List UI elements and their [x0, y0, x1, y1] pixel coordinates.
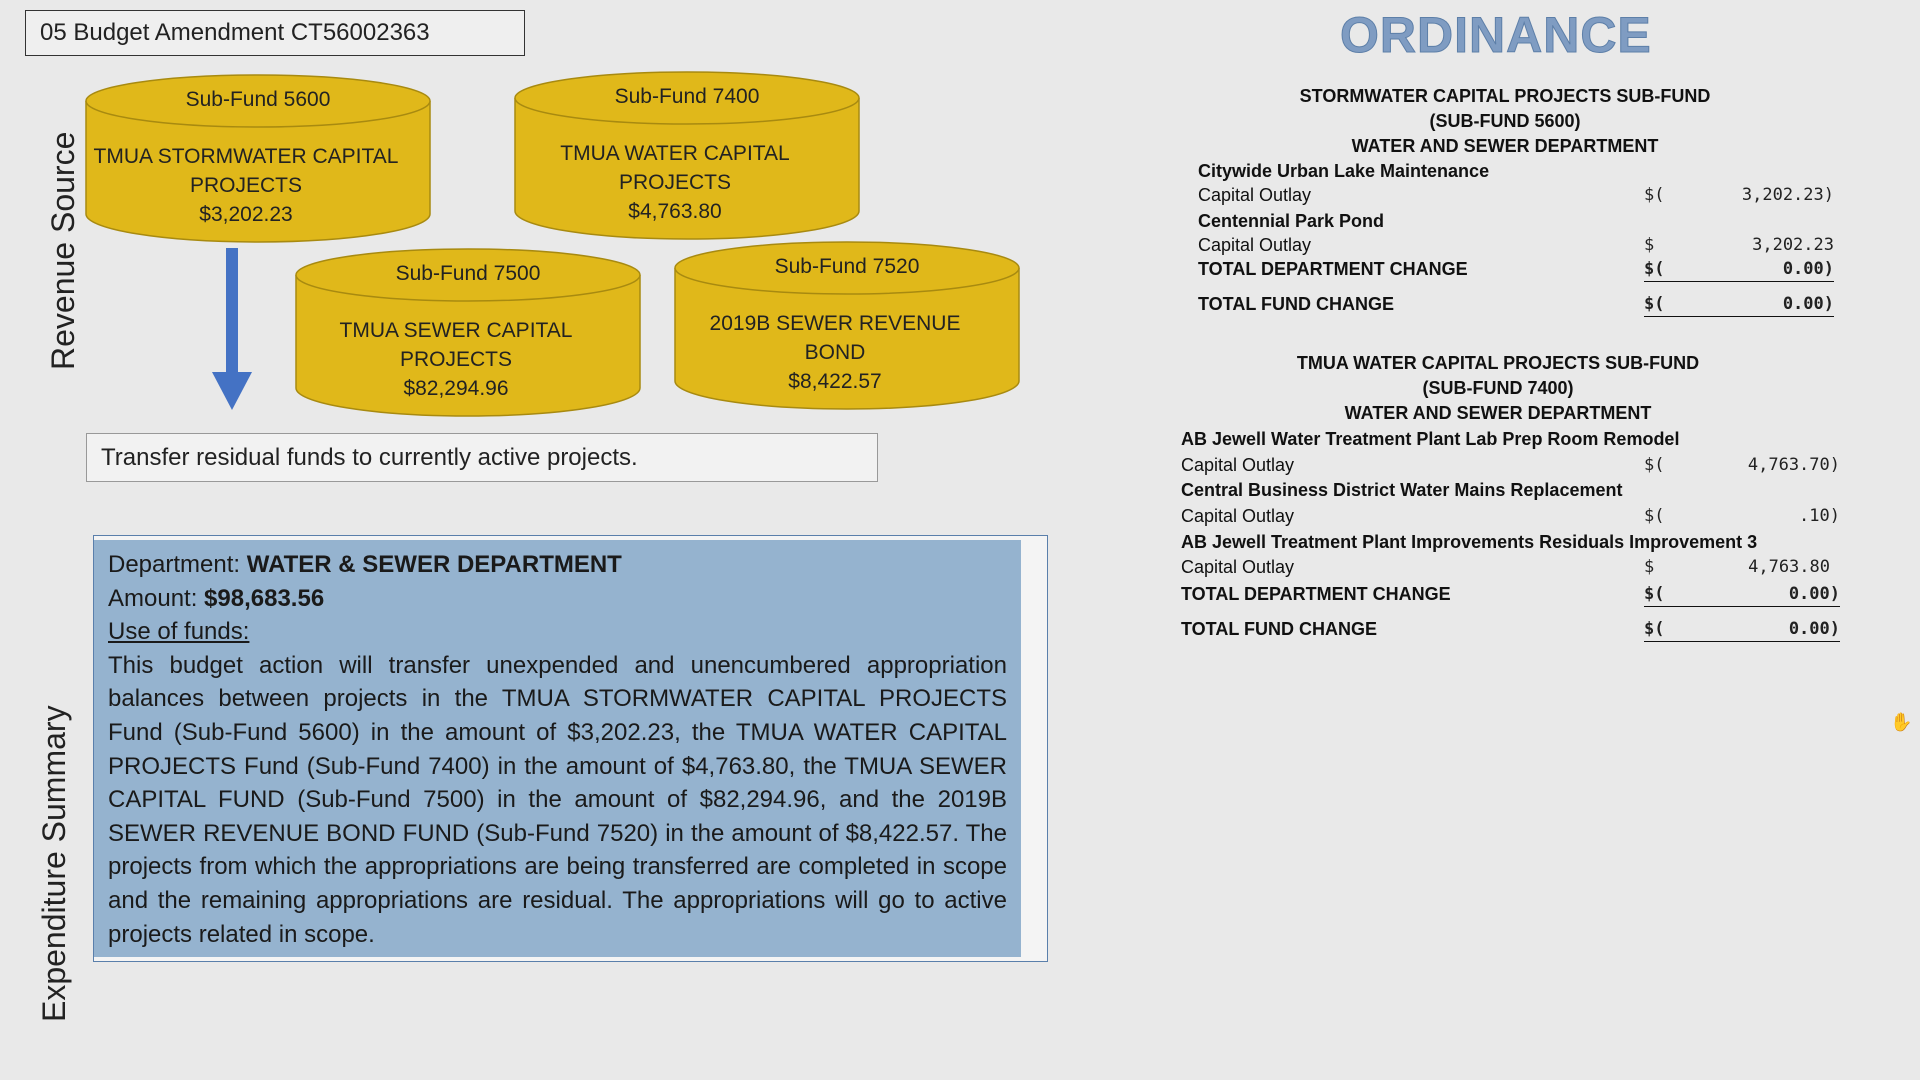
down-arrow-icon — [210, 248, 254, 412]
section1-fund-total — [1644, 294, 1834, 317]
expenditure-summary-panel — [93, 535, 1048, 962]
section2-heading: TMUA WATER CAPITAL PROJECTS SUB-FUND — [1296, 353, 1700, 373]
subfund-name-2: PROJECTS — [399, 348, 512, 371]
currency: $( — [1644, 455, 1665, 475]
department-line — [108, 548, 1007, 582]
section2-capital-outlay-2: Capital Outlay — [1181, 506, 1295, 526]
currency: $( — [1644, 185, 1665, 205]
subfund-name-2: PROJECTS — [618, 171, 731, 194]
subfund-number: Sub-Fund 7500 — [395, 262, 541, 285]
section1-dept-total-label: TOTAL DEPARTMENT CHANGE — [1198, 259, 1468, 279]
subfund-name-2: BOND — [804, 341, 866, 364]
transfer-note: Transfer residual funds to currently active projects. — [86, 433, 878, 482]
currency: $( — [1644, 259, 1665, 279]
subfund-amount: $82,294.96 — [403, 377, 509, 400]
subfund-cylinder-7520 — [674, 241, 1020, 411]
currency: $ — [1644, 557, 1655, 577]
section2-capital-outlay-3: Capital Outlay — [1181, 557, 1295, 577]
use-of-funds-text: This budget action will transfer unexpended and unencumbered appropriation balances between projects in the TMUA STORMWATER CAPITAL PROJECTS Fund (Sub-Fund 5600) in the amount of $3,202.23, the TMUA WATER CAPITAL PROJECTS Fund (Sub-Fund 7400) in the amount of $4,763.80, the TMUA SEWER CAPITAL FUND (Sub-Fund 7500) in the amount of $82,294.96, and the 2019B SEWER REVENUE BOND FUND (Sub-Fund 7520) in the amount of $8,422.57. The projects from which the appropriations are being transferred are completed in scope and the remaining appropriations are residual. The appropriations will go to active projects related in scope. — [108, 651, 1007, 948]
section2-department: WATER AND SEWER DEPARTMENT — [1344, 403, 1652, 423]
section1-department: WATER AND SEWER DEPARTMENT — [1351, 136, 1659, 156]
section2-fund-total — [1644, 619, 1840, 642]
currency: $( — [1644, 619, 1665, 639]
subfund-number: Sub-Fund 7400 — [614, 85, 760, 108]
section1-capital-outlay-2: Capital Outlay — [1198, 235, 1312, 255]
subfund-name: 2019B SEWER REVENUE — [709, 312, 961, 335]
currency: $( — [1644, 584, 1665, 604]
amount-line — [108, 582, 1007, 616]
expenditure-summary-label: Expenditure Summary — [36, 705, 72, 1022]
section1-project-1: Citywide Urban Lake Maintenance — [1198, 161, 1490, 181]
value: 0.00) — [1782, 294, 1834, 314]
department-label: Department: — [108, 551, 247, 578]
section1-dept-total — [1644, 259, 1834, 282]
ordinance-title: ORDINANCE — [1340, 7, 1652, 63]
hand-cursor-icon: ✋ — [1890, 712, 1913, 732]
section2-project-1: AB Jewell Water Treatment Plant Lab Prep Room Remodel — [1181, 429, 1680, 449]
section1-amount-1 — [1644, 185, 1834, 207]
subfund-amount: $8,422.57 — [788, 370, 882, 393]
subfund-name: TMUA SEWER CAPITAL — [339, 319, 573, 342]
section1-amount-2 — [1644, 235, 1834, 257]
subfund-amount: $3,202.23 — [199, 203, 293, 226]
section2-project-2: Central Business District Water Mains Replacement — [1181, 480, 1623, 500]
value: .10) — [1799, 506, 1840, 526]
subfund-amount: $4,763.80 — [628, 200, 722, 223]
subfund-cylinder-7500 — [295, 248, 641, 418]
section2-capital-outlay-1: Capital Outlay — [1181, 455, 1295, 475]
value: 4,763.80 — [1748, 557, 1830, 577]
section1-project-2: Centennial Park Pond — [1198, 211, 1385, 231]
amount-value: $98,683.56 — [204, 584, 325, 612]
section1-subfund: (SUB-FUND 5600) — [1429, 111, 1581, 131]
section1-fund-total-label: TOTAL FUND CHANGE — [1198, 294, 1394, 314]
section2-dept-total-label: TOTAL DEPARTMENT CHANGE — [1181, 584, 1451, 604]
subfund-name-2: PROJECTS — [189, 174, 302, 197]
section1-capital-outlay-1: Capital Outlay — [1198, 185, 1312, 205]
subfund-cylinder-5600 — [85, 74, 431, 244]
section2-amount-3 — [1644, 557, 1830, 579]
section2-dept-total — [1644, 584, 1840, 607]
section2-fund-total-label: TOTAL FUND CHANGE — [1181, 619, 1377, 639]
expenditure-summary-content — [94, 540, 1021, 957]
value: 3,202.23) — [1741, 185, 1834, 205]
currency: $( — [1644, 294, 1665, 314]
value: 0.00) — [1788, 619, 1840, 639]
section1-heading: STORMWATER CAPITAL PROJECTS SUB-FUND — [1299, 86, 1711, 106]
subfund-number: Sub-Fund 7520 — [774, 255, 920, 278]
use-of-funds-label: Use of funds: — [108, 618, 250, 646]
section2-project-3: AB Jewell Treatment Plant Improvements Residuals Improvement 3 — [1181, 532, 1758, 552]
revenue-source-label: Revenue Source — [45, 131, 81, 370]
section2-amount-1 — [1644, 455, 1840, 477]
currency: $( — [1644, 506, 1665, 526]
section2-subfund: (SUB-FUND 7400) — [1422, 378, 1574, 398]
section2-amount-2 — [1644, 506, 1840, 528]
value: 4,763.70) — [1747, 455, 1840, 475]
currency: $ — [1644, 235, 1655, 255]
value: 3,202.23 — [1752, 235, 1834, 255]
amount-label: Amount: — [108, 584, 205, 612]
value: 0.00) — [1782, 259, 1834, 279]
page-title: 05 Budget Amendment CT56002363 — [25, 10, 525, 56]
subfund-name: TMUA STORMWATER CAPITAL — [93, 145, 399, 168]
subfund-number: Sub-Fund 5600 — [185, 88, 331, 111]
value: 0.00) — [1788, 584, 1840, 604]
department-value: WATER & SEWER DEPARTMENT — [246, 551, 622, 578]
subfund-name: TMUA WATER CAPITAL — [560, 142, 790, 165]
subfund-cylinder-7400 — [514, 71, 860, 241]
